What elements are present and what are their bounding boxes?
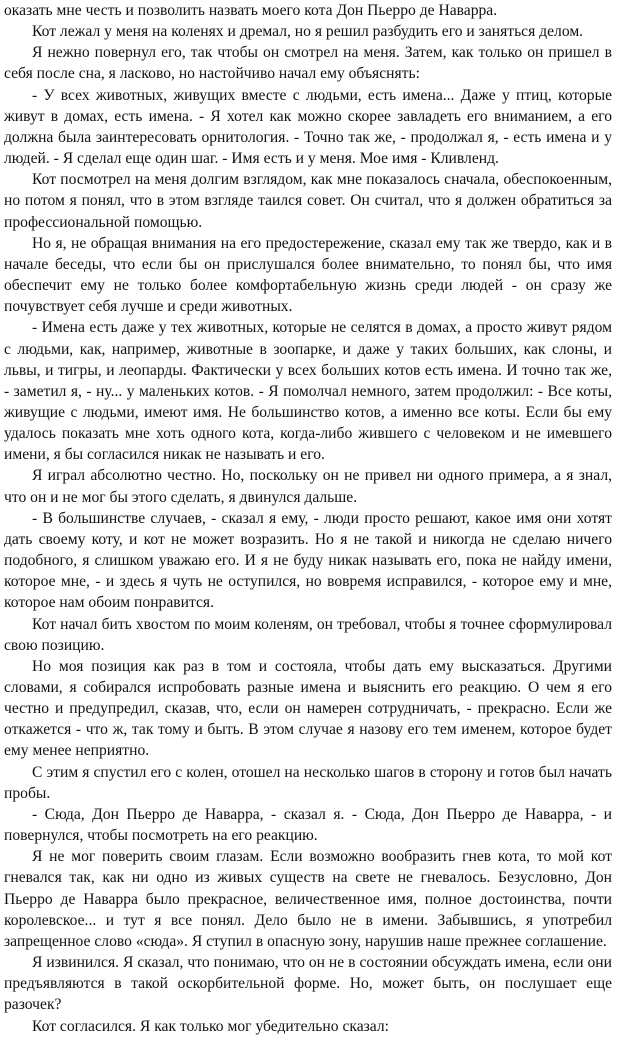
paragraph-12: С этим я спустил его с колен, отошел на несколько шагов в сторону и готов был начать пробы.	[4, 763, 612, 802]
paragraph-4: - У всех животных, живущих вместе с людьми, есть имена... Даже у птиц, которые живут в домах, есть имена. - Я хотел как можно скорее завладеть его вниманием, а его должна была заинтересовать орнитология. - Точно так же, - продолжал я, - есть имена и у людей. - Я сделал еще один шаг. - Имя есть и у меня. Мое имя - Кливленд.	[4, 86, 612, 168]
paragraph-3: Я нежно повернул его, так чтобы он смотрел на меня. Затем, как только он пришел в себя после сна, я ласково, но настойчиво начал ему объяснять:	[4, 44, 612, 83]
paragraph-11: Но моя позиция как раз в том и состояла, чтобы дать ему высказаться. Другими словами, я собирался испробовать разные имена и выяснить его реакцию. О чем я его честно и предупредил, сказав, что, если он намерен сотрудничать, - прекрасно. Если же откажется - что ж, так тому и быть. В этом случае я назову его тем именем, которое будет ему менее неприятно.	[4, 657, 612, 760]
paragraph-9: - В большинстве случаев, - сказал я ему, - люди просто решают, какое имя они хотят дать своему коту, и кот не может возразить. Но я не такой и никогда не сделаю ничего подобного, я слишком уважаю его. И я не буду никак называть его, пока не найду имени, которое мне, - и здесь я чуть не оступился, но вовремя исправился, - которое ему и мне, которое нам обоим понравится.	[4, 509, 612, 612]
paragraph-14: Я не мог поверить своим глазам. Если возможно вообразить гнев кота, то мой кот гневался так, как ни одно из живых существ на свете не гневалось. Безусловно, Дон Пьерро де Наварра было прекрасное, величественное имя, полное достоинства, почти королевское... и тут я все понял. Дело было не в имени. Забывшись, я употребил запрещенное слово «сюда». Я ступил в опасную зону, нарушив наше прежнее соглашение.	[4, 848, 612, 950]
paragraph-6: Но я, не обращая внимания на его предостережение, сказал ему так же твердо, как и в начале беседы, что если бы он прислушался более внимательно, то понял бы, что имя обеспечит ему не только более комфортабельную жизнь среди людей - он сразу же почувствует себя лучше и среди животных.	[4, 234, 612, 316]
paragraph-2: Кот лежал у меня на коленях и дремал, но я решил разбудить его и заняться делом.	[32, 23, 584, 41]
paragraph-13: - Сюда, Дон Пьерро де Наварра, - сказал я. - Сюда, Дон Пьерро де Наварра, - и повернулся, чтобы посмотреть на его реакцию.	[4, 805, 612, 845]
paragraph-5: Кот посмотрел на меня долгим взглядом, как мне показалось сначала, обеспокоенным, но потом я понял, что в этом взгляде таился совет. Он считал, что я должен обратиться за профессиональной помощью.	[4, 171, 612, 231]
paragraph-16: Кот согласился. Я как только мог убедительно сказал:	[32, 1017, 389, 1035]
paragraph-1: оказать мне честь и позволить назвать моего кота Дон Пьерро де Наварра.	[4, 2, 498, 19]
paragraph-15: Я извинился. Я сказал, что понимаю, что он не в состоянии обсуждать имена, если они предъявляются в такой оскорбительной форме. Но, может быть, он послушает еще разочек?	[4, 954, 612, 1014]
paragraph-10: Кот начал бить хвостом по моим коленям, он требовал, чтобы я точнее сформулировал свою позицию.	[4, 615, 612, 654]
paragraph-7: - Имена есть даже у тех животных, которые не селятся в домах, а просто живут рядом с людьми, как, например, животные в зоопарке, и даже у таких больших, как слоны, и львы, и тигры, и леопарды. Фактически у всех больших котов есть имена. И точно так же, - заметил я, - ну... у маленьких котов. - Я помолчал немного, затем продолжил: - Все коты, живущие с людьми, имеют имя. Не большинство котов, а именно все коты. Если бы ему удалось показать мне хоть одного кота, когда-либо жившего с человеком и не имевшего имени, я бы согласился никак не называть и его.	[4, 319, 612, 464]
paragraph-8: Я играл абсолютно честно. Но, поскольку он не привел ни одного примера, а я знал, что он и не мог бы этого сделать, я двинулся дальше.	[4, 467, 612, 506]
